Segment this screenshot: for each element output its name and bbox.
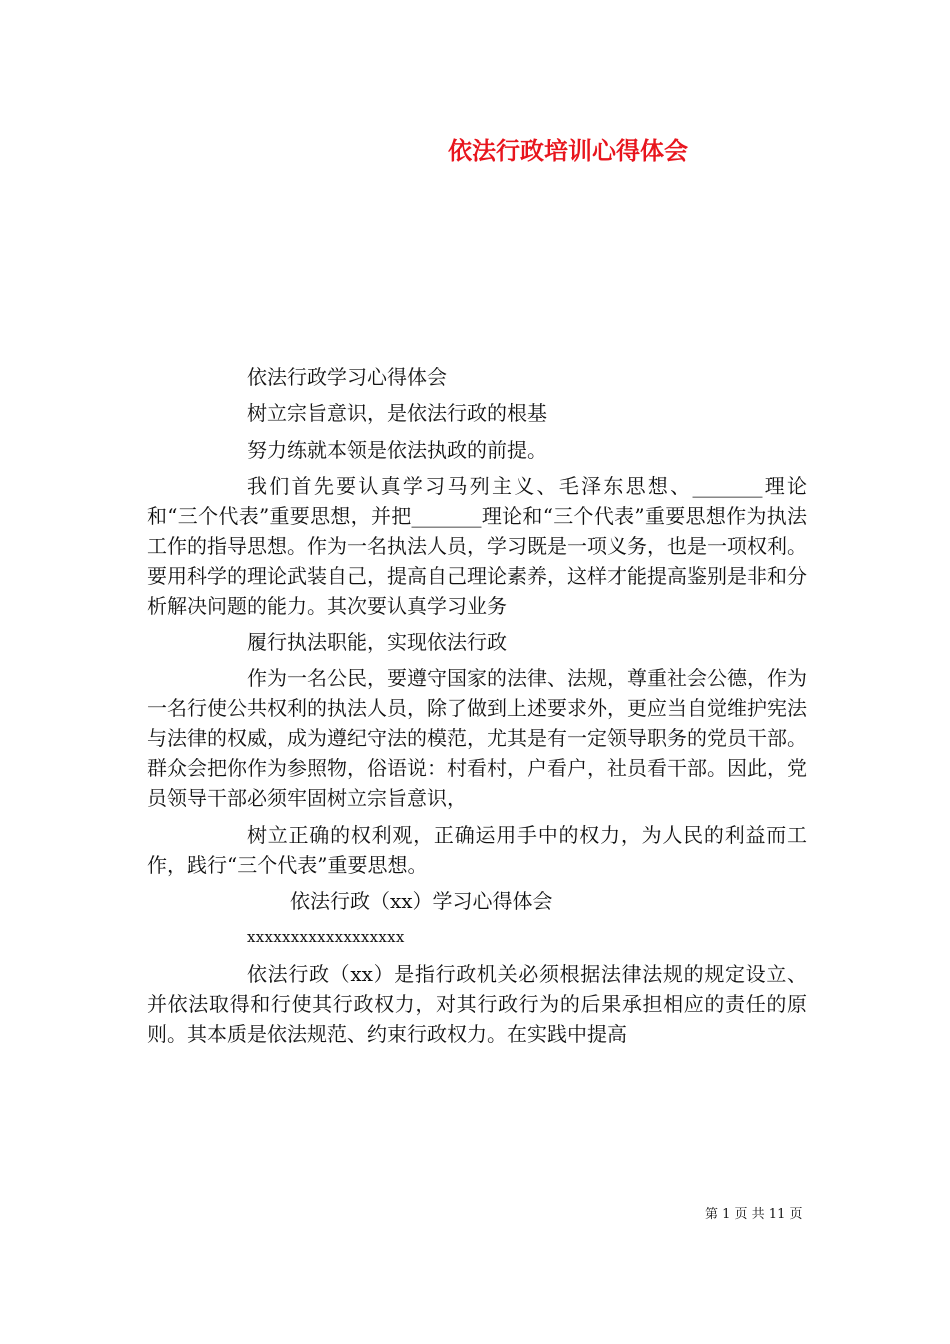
page-title: 依法行政培训心得体会 xyxy=(448,136,688,165)
section-heading: 树立宗旨意识，是依法行政的根基 xyxy=(247,401,547,426)
article-author: xxxxxxxxxxxxxxxxxx xyxy=(247,928,405,947)
body-paragraph: 作为一名公民，要遵守国家的法律、法规，尊重社会公德，作为一名行使公共权利的执法人员，除了做到上述要求外，更应当自觉维护宪法与法律的权威，成为遵纪守法的模范，尤其是有一定领导职务的党员干部。群众会把你作为参照物，俗语说：村看村，户看户，社员看干部。因此，党员领导干部必须牢固树立宗旨意识， xyxy=(147,666,807,811)
page-number: 第 1 页 共 11 页 xyxy=(705,1207,803,1222)
section-heading: 依法行政学习心得体会 xyxy=(247,365,447,389)
section-heading: 努力练就本领是依法执政的前提。 xyxy=(247,437,547,462)
document-body xyxy=(147,362,807,1055)
body-paragraph: 依法行政（xx）是指行政机关必须根据法律法规的规定设立、并依法取得和行使其行政权力，对其行政行为的后果承担相应的责任的原则。其本质是依法规范、约束行政权力。在实践中提高 xyxy=(147,961,807,1046)
section-heading: 履行执法职能，实现依法行政 xyxy=(247,630,507,655)
body-paragraph: 树立正确的权利观，正确运用手中的权力，为人民的利益而工作，践行“三个代表”重要思想。 xyxy=(147,822,807,877)
body-paragraph: 我们首先要认真学习马列主义、毛泽东思想、_______理论和“三个代表”重要思想，并把_______理论和“三个代表”重要思想作为执法工作的指导思想。作为一名执法人员，学习既是一项义务，也是一项权利。要用科学的理论武装自己，提高自己理论素养，这样才能提高鉴别是非和分析解决问题的能力。其次要认真学习业务 xyxy=(147,473,807,618)
article-subtitle: 依法行政（xx）学习心得体会 xyxy=(290,889,553,914)
